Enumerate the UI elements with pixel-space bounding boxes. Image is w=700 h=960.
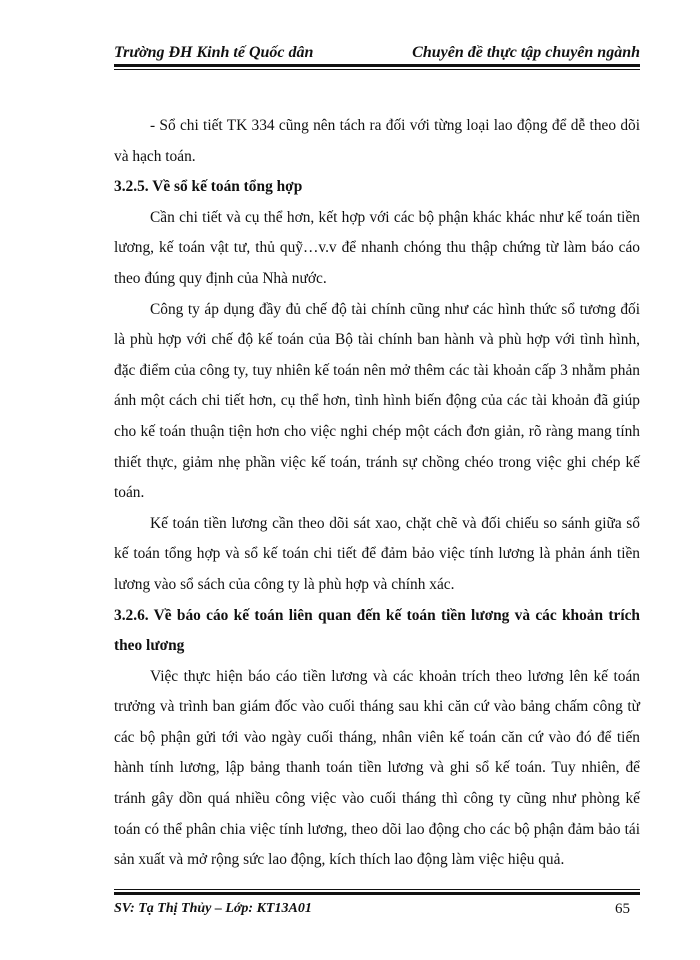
paragraph-ledger-334: - Sổ chi tiết TK 334 cũng nên tách ra đối với từng loại lao động để dễ theo dõi và hạch toán.: [114, 117, 640, 165]
header-document-type: Chuyên đề thực tập chuyên ngành: [412, 44, 640, 61]
page-header: [114, 36, 640, 62]
page-number: 65: [615, 900, 630, 917]
header-rule-thick: [114, 64, 640, 67]
heading-3-2-6: 3.2.6. Về báo cáo kế toán liên quan đến kế toán tiền lương và các khoản trích theo lương: [114, 606, 640, 655]
heading-3-2-5: 3.2.5. Về sổ kế toán tổng hợp: [114, 178, 303, 196]
page-footer: [114, 897, 640, 921]
page-content: [114, 111, 640, 876]
paragraph-company-regime: Công ty áp dụng đầy đủ chế độ tài chính cũng như các hình thức sổ tương đối là phù hợp với chế độ kế toán của Bộ tài chính ban hành và phù hợp với tình hình, đặc điểm của công ty, tuy nhiên kế toán nên mở thêm các tài khoản cấp 3 nhằm phản ánh một cách chi tiết hơn, cụ thể hơn, tình hình biến động của các tài khoản đã giúp cho kế toán thuận tiện hơn cho việc nghi chép một cách đơn giản, rõ ràng mang tính thiết thực, giảm nhẹ phần việc kế toán, tránh sự chồng chéo trong việc ghi chép kế toán.: [114, 300, 640, 502]
paragraph-general-ledger-detail: Cần chi tiết và cụ thể hơn, kết hợp với các bộ phận khác khác như kế toán tiền lương, kế toán vật tư, thủ quỹ…v.v để nhanh chóng thu thập chứng từ làm báo cáo theo đúng quy định của Nhà nước.: [114, 208, 640, 287]
paragraph-salary-reconciliation: Kế toán tiền lương cần theo dõi sát xao, chặt chẽ và đối chiếu so sánh giữa sổ kế toán tổng hợp và sổ kế toán chi tiết để đảm bảo việc tính lương là phản ánh tiền lương vào sổ sách của công ty là phù hợp và chính xác.: [114, 514, 640, 593]
paragraph-salary-reporting: Việc thực hiện báo cáo tiền lương và các khoản trích theo lương lên kế toán trưởng và trình ban giám đốc vào cuối tháng sau khi căn cứ vào bảng chấm công từ các bộ phận gửi tới vào ngày cuối tháng, nhân viên kế toán căn cứ vào đó để tiến hành tính lương, lập bảng thanh toán tiền lương và ghi sổ kế toán. Tuy nhiên, để tránh gây dồn quá nhiều công việc vào cuối tháng thì công ty cũng như phòng kế toán có thể phân chia việc tính lương, theo dõi lao động cho các bộ phận đảm bảo tái sản xuất và mở rộng sức lao động, kích thích lao động làm việc hiệu quả.: [114, 667, 640, 869]
header-rule-thin: [114, 69, 640, 70]
footer-rule-thin: [114, 889, 640, 890]
footer-rule-thick: [114, 892, 640, 895]
header-university: Trường ĐH Kinh tế Quốc dân: [114, 44, 314, 61]
footer-author: SV: Tạ Thị Thủy – Lớp: KT13A01: [114, 901, 312, 916]
